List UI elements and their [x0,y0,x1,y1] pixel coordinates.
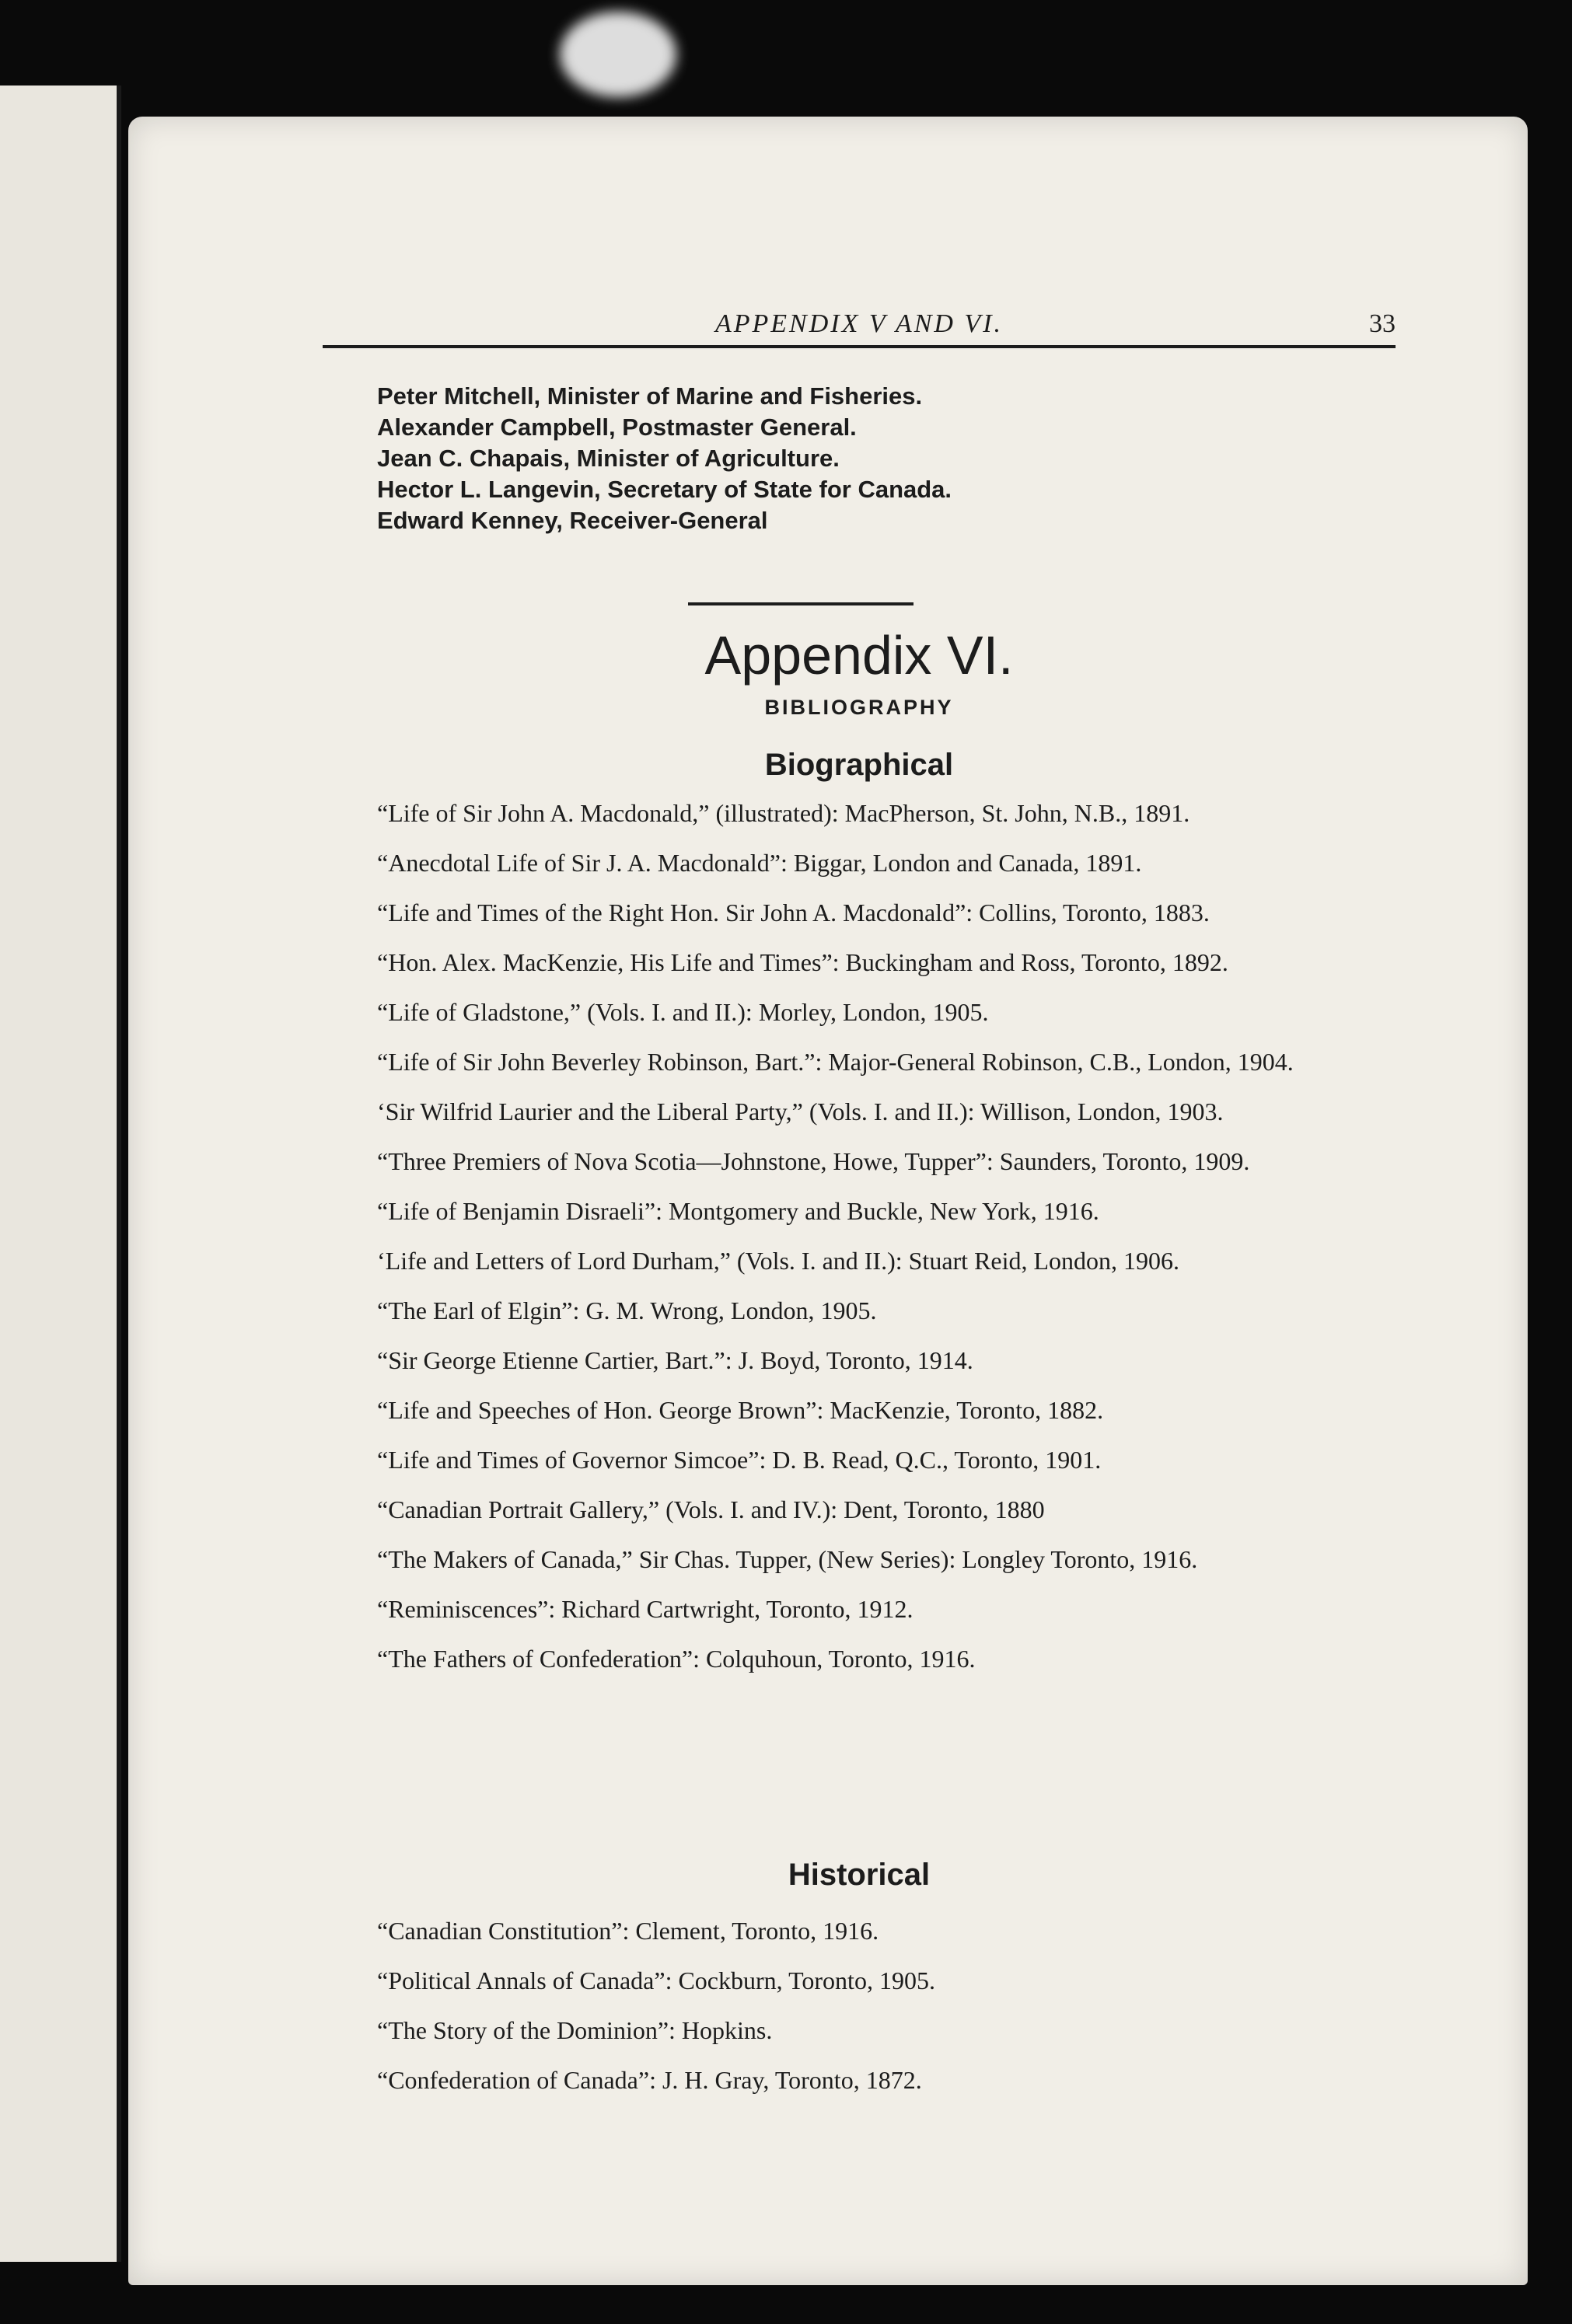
bibliography-entry: “Life and Times of Governor Simcoe”: D. B. Read, Q.C., Toronto, 1901. [377,1446,1102,1474]
historical-heading: Historical [788,1858,931,1892]
bibliography-entry: “Hon. Alex. MacKenzie, His Life and Times”: Buckingham and Ross, Toronto, 1892. [377,948,1228,976]
bibliography-entry: “The Earl of Elgin”: G. M. Wrong, London, 1905. [377,1296,877,1324]
minister-line: Alexander Campbell, Postmaster General. [377,414,857,441]
bibliography-entry: “Life of Gladstone,” (Vols. I. and II.): Morley, London, 1905. [377,998,989,1026]
biographical-heading: Biographical [764,748,954,782]
page-number: 33 [1369,309,1396,338]
section-divider [688,602,914,605]
minister-line: Jean C. Chapais, Minister of Agriculture. [377,445,840,472]
bibliography-entry: “Life of Sir John A. Macdonald,” (illustrated): MacPherson, St. John, N.B., 1891. [377,799,1190,827]
bibliography-entry: “Confederation of Canada”: J. H. Gray, Toronto, 1872. [377,2066,922,2094]
bibliography-entry: “Life and Times of the Right Hon. Sir John A. Macdonald”: Collins, Toronto, 1883. [377,899,1210,926]
appendix-title: Appendix VI. [704,625,1014,686]
biographical-entries [307,801,1403,1682]
bibliography-entry: “The Fathers of Confederation”: Colquhoun, Toronto, 1916. [377,1645,976,1673]
bibliography-entry: “Life of Sir John Beverley Robinson, Bart.”: Major-General Robinson, C.B., London, 1904. [377,1048,1294,1076]
running-head-title: APPENDIX V AND VI. [714,309,1004,338]
book-page [128,117,1528,2285]
bibliography-label: BIBLIOGRAPHY [764,696,954,719]
minister-line: Edward Kenney, Receiver-General [377,507,768,534]
minister-list [377,381,1403,536]
bibliography-entry: ‘Sir Wilfrid Laurier and the Liberal Party,” (Vols. I. and II.): Willison, London, 1903. [377,1097,1224,1125]
bibliography-entry: “The Makers of Canada,” Sir Chas. Tupper, (New Series): Longley Toronto, 1916. [377,1545,1198,1573]
header-rule [323,345,1396,348]
bibliography-entry: “The Story of the Dominion”: Hopkins. [377,2016,773,2044]
bibliography-entry: “Life of Benjamin Disraeli”: Montgomery and Buckle, New York, 1916. [377,1197,1099,1225]
facing-page-edge [0,85,121,2262]
scan-glare [560,12,676,97]
minister-line: Peter Mitchell, Minister of Marine and Fisheries. [377,382,923,410]
bibliography-entry: “Canadian Portrait Gallery,” (Vols. I. and IV.): Dent, Toronto, 1880 [377,1495,1045,1523]
bibliography-entry: “Anecdotal Life of Sir J. A. Macdonald”: Biggar, London and Canada, 1891. [377,849,1142,877]
bibliography-entry: “Sir George Etienne Cartier, Bart.”: J. Boyd, Toronto, 1914. [377,1346,973,1374]
bibliography-entry: “Canadian Constitution”: Clement, Toronto, 1916. [377,1917,879,1945]
running-head [323,309,1396,356]
bibliography-entry: ‘Life and Letters of Lord Durham,” (Vols. I. and II.): Stuart Reid, London, 1906. [377,1247,1180,1275]
historical-entries [307,1918,1403,2095]
bibliography-entry: “Three Premiers of Nova Scotia—Johnstone, Howe, Tupper”: Saunders, Toronto, 1909. [377,1147,1250,1175]
bibliography-entry: “Political Annals of Canada”: Cockburn, Toronto, 1905. [377,1966,935,1994]
bibliography-entry: “Life and Speeches of Hon. George Brown”: MacKenzie, Toronto, 1882. [377,1396,1104,1424]
minister-line: Hector L. Langevin, Secretary of State for Canada. [377,476,952,503]
bibliography-entry: “Reminiscences”: Richard Cartwright, Toronto, 1912. [377,1595,914,1623]
